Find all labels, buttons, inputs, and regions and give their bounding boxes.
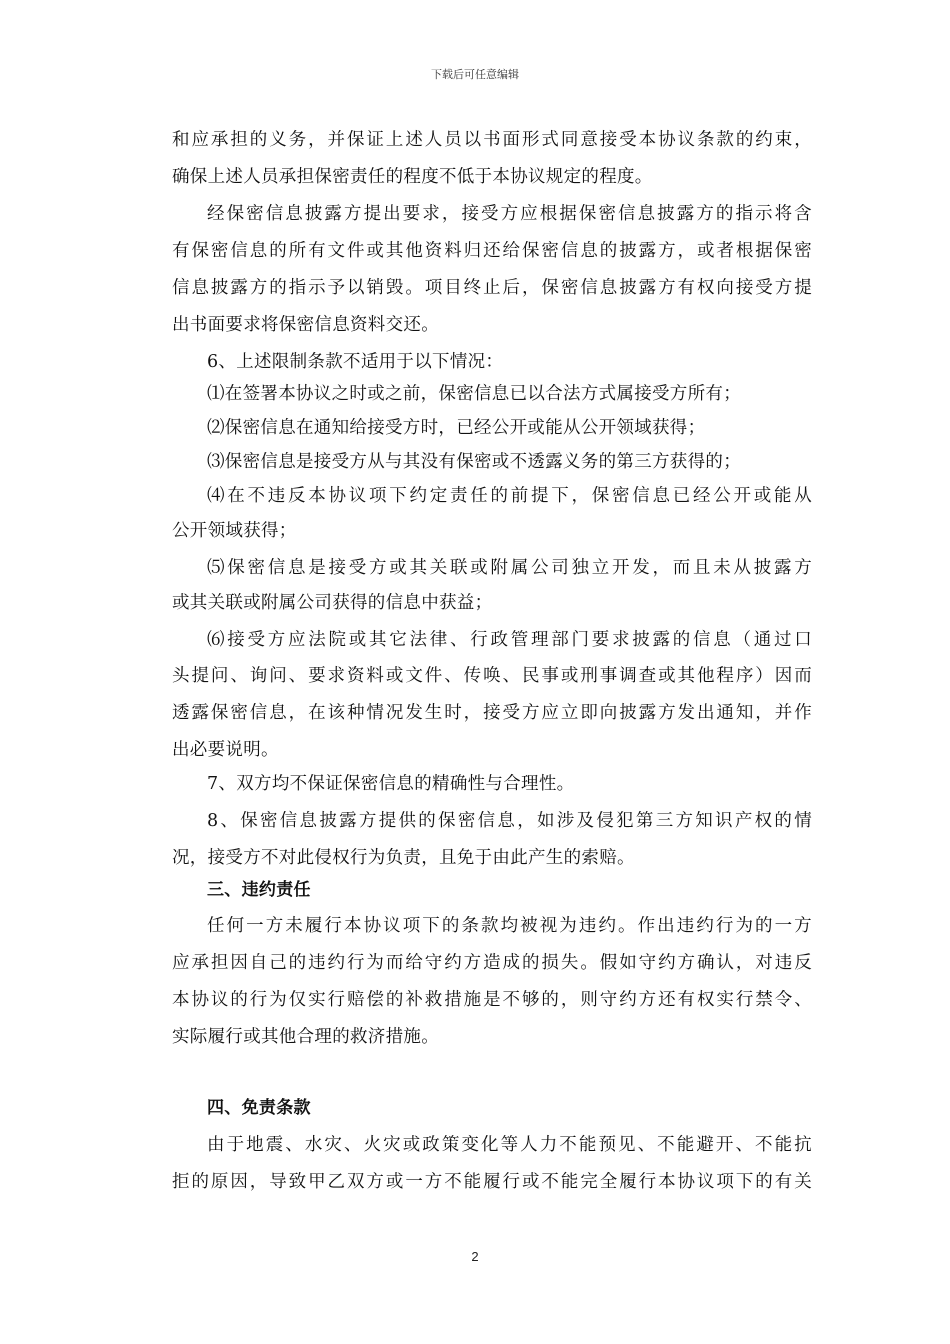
list-item: ⑴在签署本协议之时或之前，保密信息已以合法方式属接受方所有； <box>207 384 741 404</box>
clause-item: 7、双方均不保证保密信息的精确性与合理性。 <box>207 774 575 794</box>
list-item: ⑹接受方应法院或其它法律、行政管理部门要求披露的信息（通过口 <box>207 630 812 650</box>
paragraph-line: 任何一方未履行本协议项下的条款均被视为违约。作出违约行为的一方 <box>207 916 812 936</box>
paragraph-line: 出书面要求将保密信息资料交还。 <box>172 315 439 335</box>
page-number: 2 <box>471 1249 479 1264</box>
list-item: ⑶保密信息是接受方从与其没有保密或不透露义务的第三方获得的； <box>207 452 741 472</box>
list-heading: 6、上述限制条款不适用于以下情况： <box>207 352 504 372</box>
paragraph-line: 经保密信息披露方提出要求，接受方应根据保密信息披露方的指示将含 <box>207 204 812 224</box>
paragraph-line: 应承担因自己的违约行为而给守约方造成的损失。假如守约方确认，对违反 <box>172 953 812 973</box>
list-item-continued: 透露保密信息，在该种情况发生时，接受方应立即向披露方发出通知，并作 <box>172 703 812 723</box>
section-heading-exemption: 四、免责条款 <box>207 1098 311 1118</box>
paragraph-line: 拒的原因，导致甲乙双方或一方不能履行或不能完全履行本协议项下的有关 <box>172 1172 812 1192</box>
section-heading-breach: 三、违约责任 <box>207 880 311 900</box>
paragraph-line: 确保上述人员承担保密责任的程度不低于本协议规定的程度。 <box>172 167 653 187</box>
paragraph-line: 由于地震、水灾、火灾或政策变化等人力不能预见、不能避开、不能抗 <box>207 1135 812 1155</box>
clause-item-continued: 况，接受方不对此侵权行为负责，且免于由此产生的索赔。 <box>172 848 635 868</box>
list-item: ⑷在不违反本协议项下约定责任的前提下，保密信息已经公开或能从 <box>207 486 812 506</box>
list-item: ⑵保密信息在通知给接受方时，已经公开或能从公开领域获得； <box>207 418 706 438</box>
page-header: 下载后可任意编辑 <box>431 68 519 81</box>
paragraph-line: 有保密信息的所有文件或其他资料归还给保密信息的披露方，或者根据保密 <box>172 241 812 261</box>
paragraph-line: 和应承担的义务，并保证上述人员以书面形式同意接受本协议条款的约束， <box>172 130 812 150</box>
list-item-continued: 头提问、询问、要求资料或文件、传唤、民事或刑事调查或其他程序）因而 <box>172 666 812 686</box>
clause-item: 8、保密信息披露方提供的保密信息，如涉及侵犯第三方知识产权的情 <box>207 811 812 831</box>
list-item-continued: 或其关联或附属公司获得的信息中获益； <box>172 593 493 613</box>
paragraph-line: 本协议的行为仅实行赔偿的补救措施是不够的，则守约方还有权实行禁令、 <box>172 990 812 1010</box>
paragraph-line: 信息披露方的指示予以销毁。项目终止后，保密信息披露方有权向接受方提 <box>172 278 812 298</box>
paragraph-line: 实际履行或其他合理的救济措施。 <box>172 1027 439 1047</box>
list-item: ⑸保密信息是接受方或其关联或附属公司独立开发，而且未从披露方 <box>207 558 812 578</box>
list-item-continued: 公开领域获得； <box>172 521 297 541</box>
list-item-continued: 出必要说明。 <box>172 740 279 760</box>
